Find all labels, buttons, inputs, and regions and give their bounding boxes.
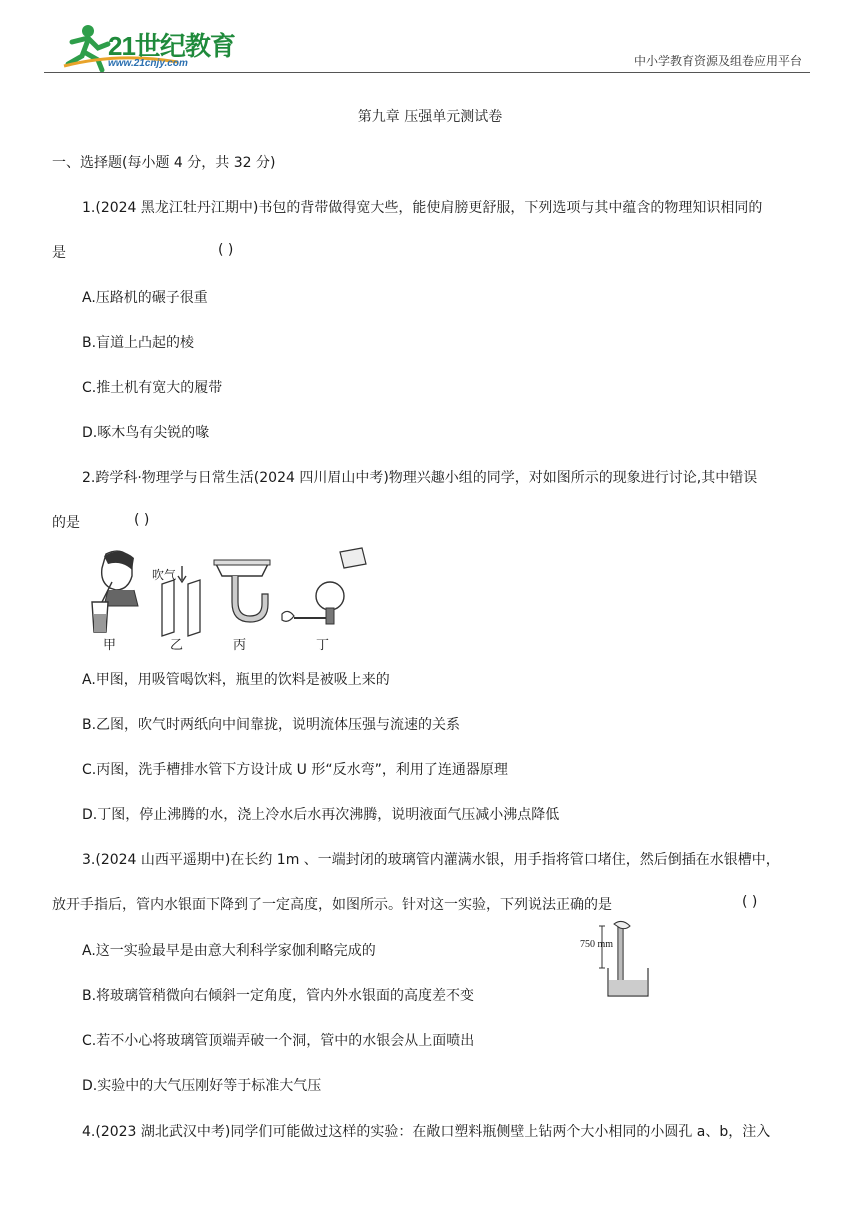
q2-option-c: C.丙图，洗手槽排水管下方设计成 U 形“反水弯”，利用了连通器原理 [82, 762, 508, 778]
q2-stem-line2: 的是 [52, 515, 80, 531]
figure-label-bing: 丙 [233, 638, 247, 653]
q1-answer-blank: ( ) [218, 242, 234, 258]
logo-url: www.21cnjy.com [108, 58, 188, 69]
q1-option-c: C.推土机有宽大的履带 [82, 380, 223, 396]
sink-trap-icon [214, 560, 270, 622]
torricelli-tube-icon [574, 920, 654, 1000]
q2-answer-blank: ( ) [134, 512, 150, 528]
q3-option-a: A.这一实验最早是由意大利科学家伽利略完成的 [82, 943, 376, 959]
q2-stem-line1: 2.跨学科·物理学与日常生活(2024 四川眉山中考)物理兴趣小组的同学，对如图所示的现象进行讨论,其中错误 [82, 470, 758, 486]
page-header [0, 0, 860, 80]
q2-figure [82, 546, 382, 656]
figure-text-blow: 吹气 [152, 568, 177, 582]
q1-option-d: D.啄木鸟有尖锐的喙 [82, 425, 210, 441]
figure-label-ding: 丁 [316, 638, 330, 653]
q3-option-b: B.将玻璃管稍微向右倾斜一定角度，管内外水银面的高度差不变 [82, 988, 475, 1004]
q3-stem-line2: 放开手指后，管内水银面下降到了一定高度，如图所示。针对这一实验，下列说法正确的是 [52, 897, 612, 913]
tube-height-label: 750 mm [580, 939, 614, 950]
q4-stem-line1: 4.(2023 湖北武汉中考)同学们可能做过这样的实验：在敞口塑料瓶侧壁上钻两个大小相同的小圆孔 a、b，注入 [82, 1124, 771, 1140]
q2-option-b: B.乙图，吹气时两纸向中间靠拢，说明流体压强与流速的关系 [82, 717, 461, 733]
header-divider [44, 72, 810, 73]
flask-boiling-icon [282, 548, 366, 624]
boy-drinking-icon [92, 551, 138, 632]
q3-option-c: C.若不小心将玻璃管顶端弄破一个洞，管中的水银会从上面喷出 [82, 1033, 475, 1049]
q3-option-d: D.实验中的大气压刚好等于标准大气压 [82, 1078, 322, 1094]
figure-label-yi: 乙 [170, 638, 184, 653]
q2-option-d: D.丁图，停止沸腾的水，浇上冷水后水再次沸腾，说明液面气压减小沸点降低 [82, 807, 560, 823]
q1-stem-line1: 1.(2024 黑龙江牡丹江期中)书包的背带做得宽大些，能使肩膀更舒服，下列选项与其中蕴含的物理知识相同的 [82, 200, 763, 216]
section-heading: 一、选择题(每小题 4 分，共 32 分) [52, 155, 276, 171]
q1-option-b: B.盲道上凸起的棱 [82, 335, 195, 351]
q1-option-a: A.压路机的碾子很重 [82, 290, 208, 306]
q3-answer-blank: ( ) [742, 894, 758, 910]
platform-text: 中小学教育资源及组卷应用平台 [633, 54, 802, 68]
page-title: 第九章 压强单元测试卷 [357, 109, 503, 125]
figure-label-jia: 甲 [103, 638, 117, 653]
logo-text: 21世纪教育 [108, 31, 235, 61]
q1-stem-line2: 是 [52, 245, 66, 261]
q3-stem-line1: 3.(2024 山西平遥期中)在长约 1m 、一端封闭的玻璃管内灌满水银，用手指将管口堵住，然后倒插在水银槽中， [82, 852, 780, 868]
q2-option-a: A.甲图，用吸管喝饮料，瓶里的饮料是被吸上来的 [82, 672, 390, 688]
